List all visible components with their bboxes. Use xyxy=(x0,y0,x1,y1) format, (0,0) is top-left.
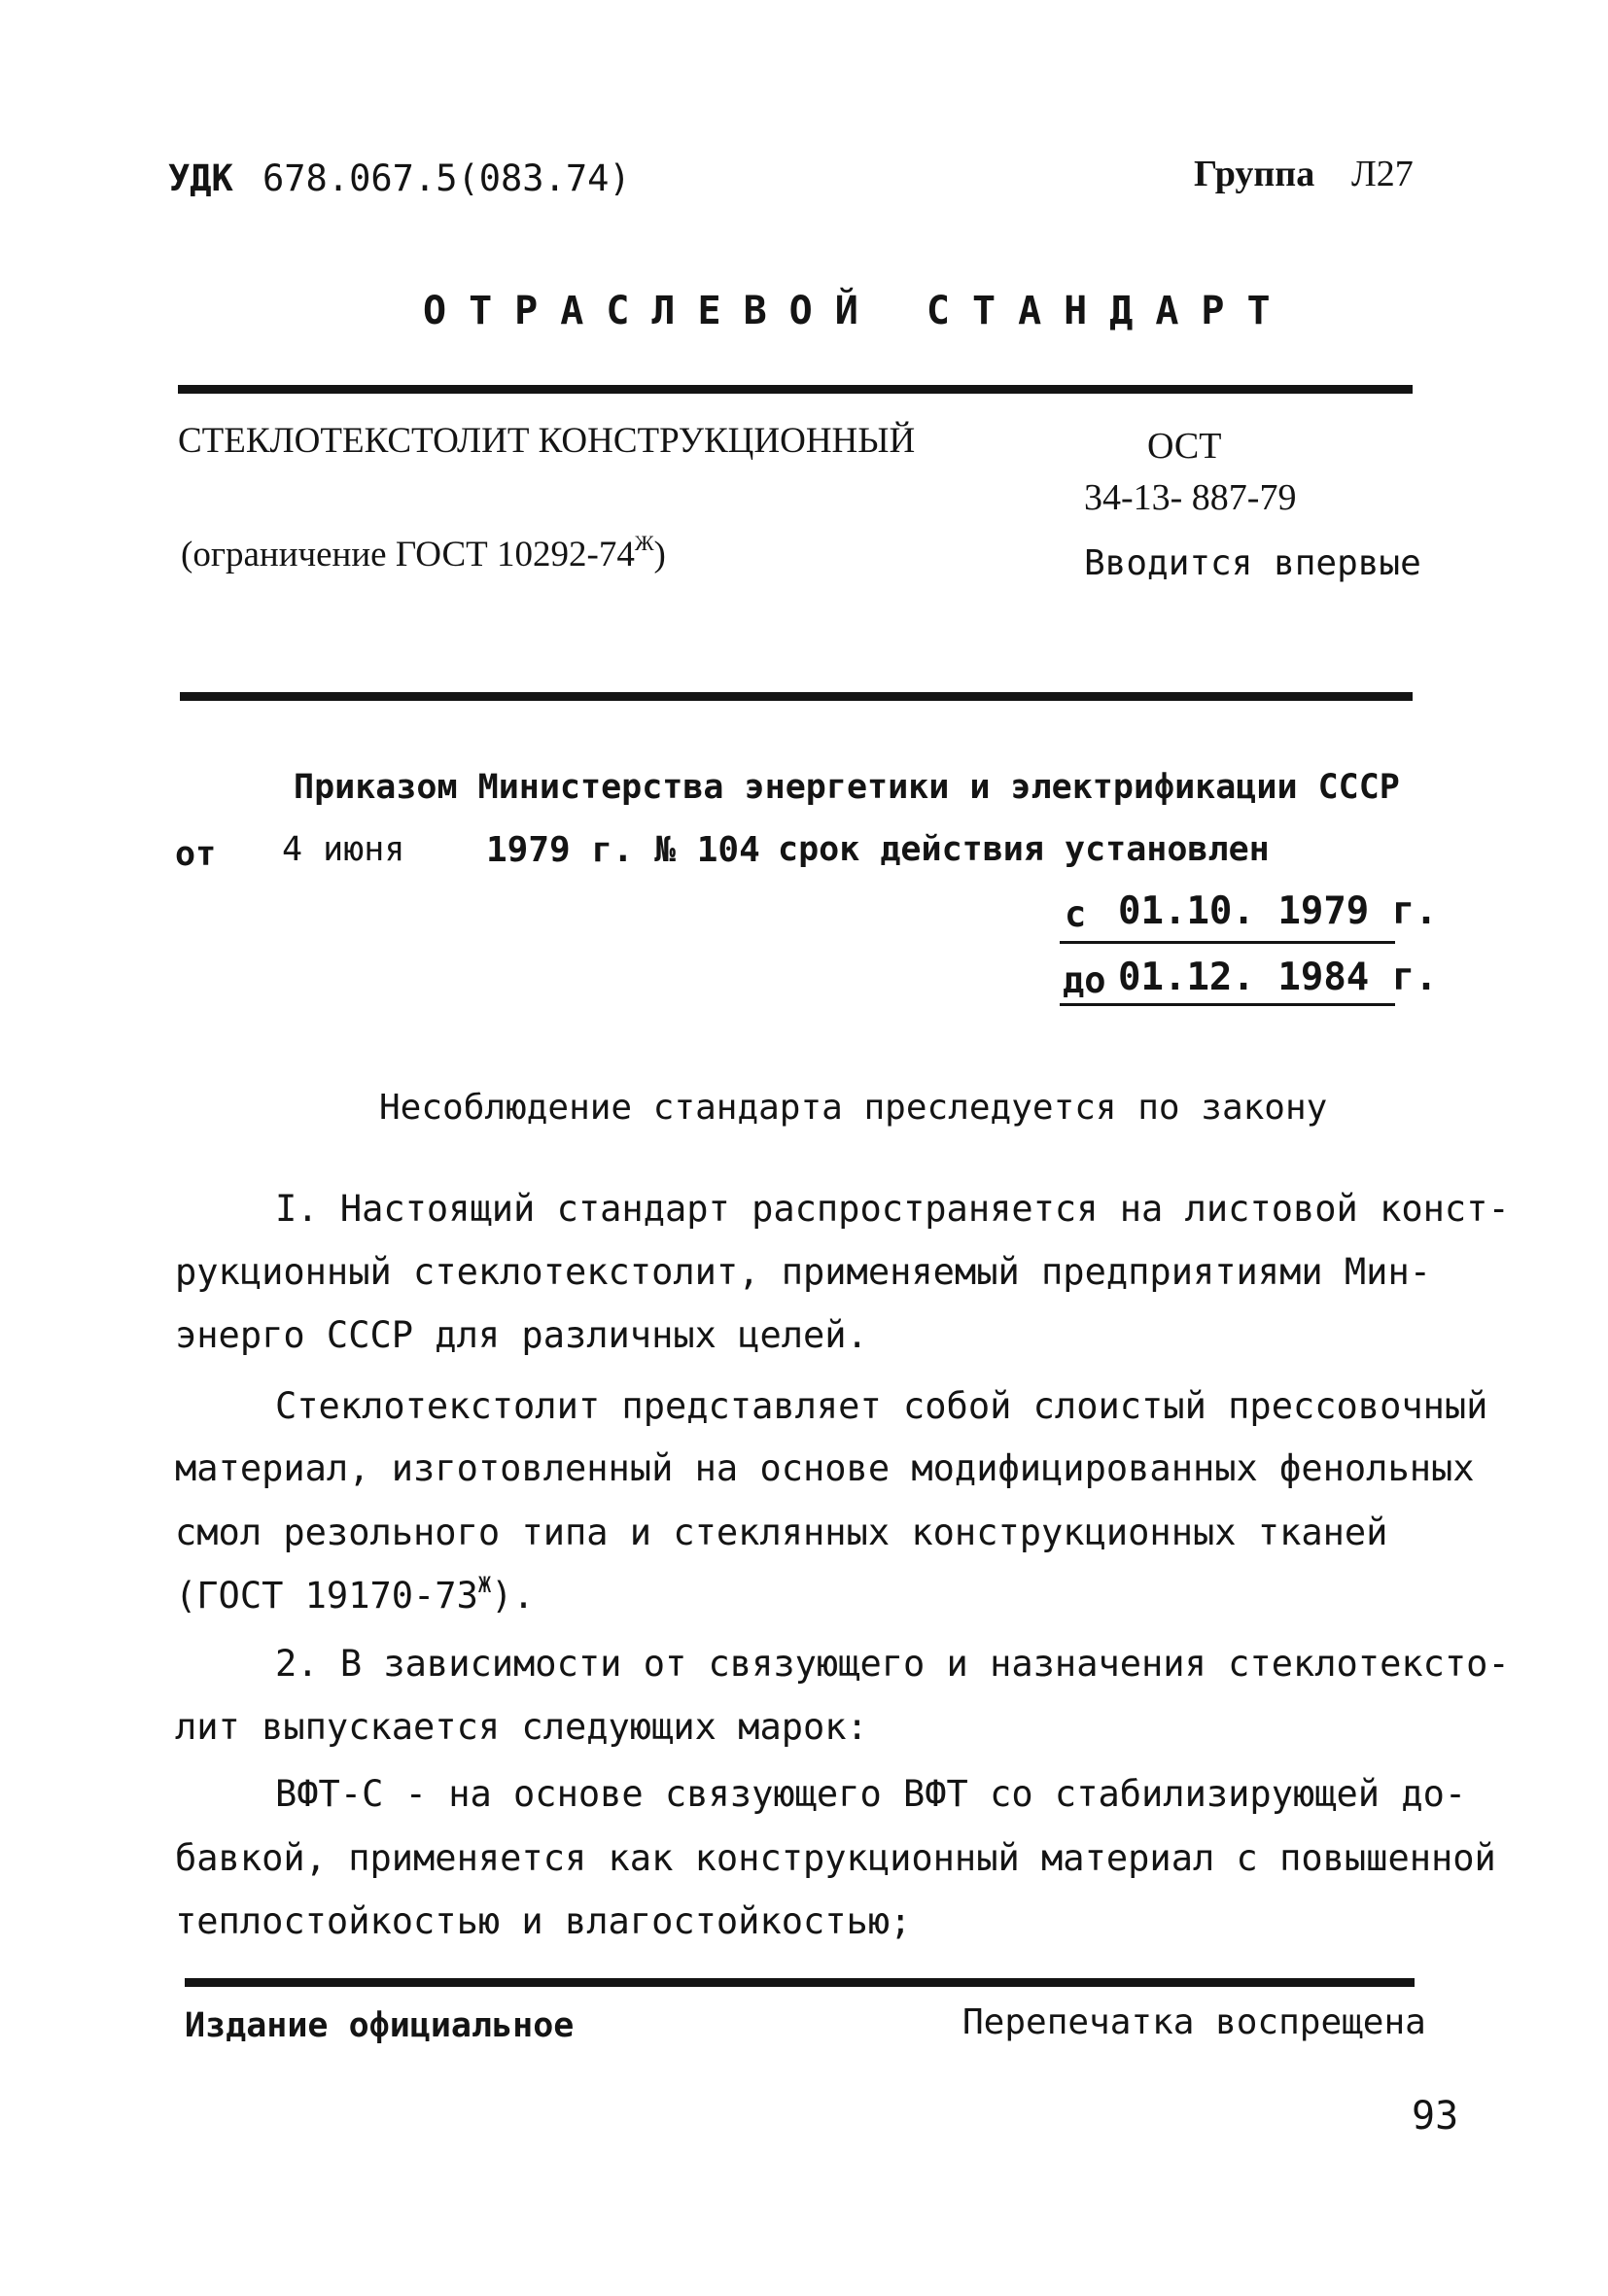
order-line: Приказом Министерства энергетики и электрификации СССР xyxy=(294,768,1400,807)
order-ot: от xyxy=(175,835,217,874)
order-term: срок действия установлен xyxy=(778,830,1270,869)
ost-number: 34-13- 887-79 xyxy=(1084,477,1297,518)
to-prefix: до xyxy=(1063,959,1106,1001)
middle-rule xyxy=(180,692,1413,701)
gost-close: ). xyxy=(491,1575,535,1617)
from-date-underline xyxy=(1060,941,1395,944)
restriction-close: ) xyxy=(653,535,666,574)
footer-official-edition: Издание официальное xyxy=(185,2006,575,2045)
from-date: 01.10. 1979 г. xyxy=(1118,889,1438,933)
restriction-text: (ограничение ГОСТ 10292-74 xyxy=(181,535,635,574)
restriction-note xyxy=(181,531,666,574)
group-code: Л27 xyxy=(1351,154,1414,194)
body-line: 2. В зависимости от связующего и назначения стеклотексто- xyxy=(275,1643,1510,1685)
body-line: Стеклотекстолит представляет собой слоистый прессовочный xyxy=(275,1385,1488,1427)
gost-reference xyxy=(175,1574,535,1617)
body-line: теплостойкостью и влагостойкостью; xyxy=(175,1900,912,1942)
body-line: I. Настоящий стандарт распространяется на листовой конст- xyxy=(275,1188,1510,1230)
body-line: энерго СССР для различных целей. xyxy=(175,1314,868,1356)
document-title: ОТРАСЛЕВОЙ СТАНДАРТ xyxy=(423,289,1293,333)
udk-code: 678.067.5(083.74) xyxy=(262,157,631,199)
bottom-rule xyxy=(185,1978,1415,1987)
order-year-number: 1979 г. № 104 xyxy=(486,830,760,870)
body-line: смол резольного типа и стеклянных конструкционных тканей xyxy=(175,1512,1388,1553)
gost-sup: Ж xyxy=(477,1574,492,1598)
gost-text: (ГОСТ 19170-73 xyxy=(175,1575,478,1617)
order-day-month: 4 июня xyxy=(282,830,405,869)
udk-label: УДК xyxy=(168,157,233,199)
standard-name: СТЕКЛОТЕКСТОЛИТ КОНСТРУКЦИОННЫЙ xyxy=(178,421,916,461)
from-prefix: с xyxy=(1065,893,1087,935)
body-line: материал, изготовленный на основе модифицированных фенольных xyxy=(175,1447,1475,1489)
top-rule xyxy=(178,385,1413,394)
footer-reprint-prohibited: Перепечатка воспрещена xyxy=(962,2002,1426,2042)
body-line: бавкой, применяется как конструкционный материал с повышенной xyxy=(175,1837,1496,1879)
ost-label: ОСТ xyxy=(1147,426,1222,467)
to-date-underline xyxy=(1060,1003,1395,1006)
body-line: ВФТ-С - на основе связующего ВФТ со стабилизирующей до- xyxy=(275,1773,1467,1815)
page-number: 93 xyxy=(1412,2094,1459,2139)
body-line: рукционный стеклотекстолит, применяемый предприятиями Мин- xyxy=(175,1251,1432,1293)
legal-notice: Несоблюдение стандарта преследуется по закону xyxy=(379,1088,1328,1128)
introduced-note: Вводится впервые xyxy=(1084,543,1421,583)
group-label: Группа xyxy=(1194,154,1315,194)
body-line: лит выпускается следующих марок: xyxy=(175,1706,868,1748)
to-date: 01.12. 1984 г. xyxy=(1118,956,1438,999)
restriction-sup: Ж xyxy=(634,531,654,555)
